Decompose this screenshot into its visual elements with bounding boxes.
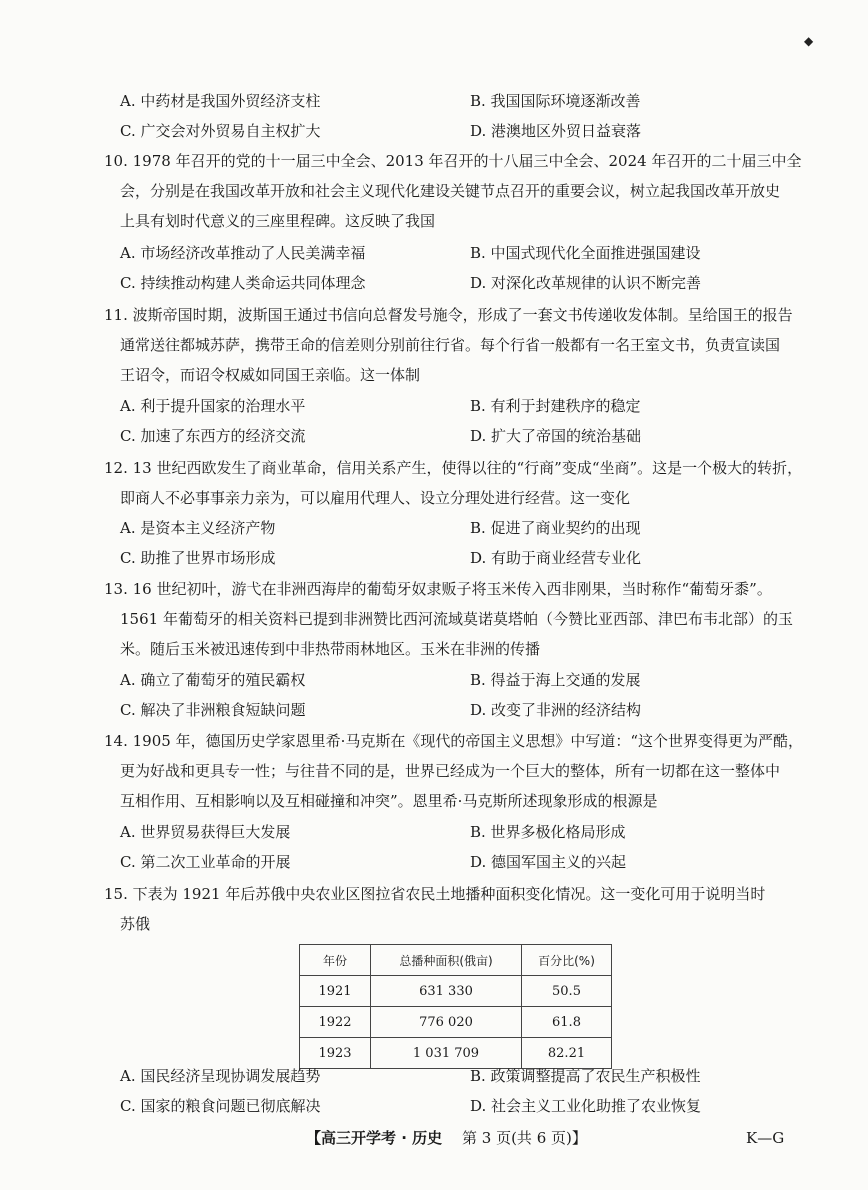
q15-option-a: A. 国民经济呈现协调发展趋势	[120, 1067, 321, 1085]
q13-stem-line-1: 13. 16 世纪初叶，游弋在非洲西海岸的葡萄牙奴隶贩子将玉米传入西非刚果，当时称作“葡萄牙黍”。	[104, 580, 772, 598]
q15-stem-line-1: 15. 下表为 1921 年后苏俄中央农业区图拉省农民土地播种面积变化情况。这一变化可用于说明当时	[104, 885, 766, 903]
q13-stem-line-3: 米。随后玉米被迅速传到中非热带雨林地区。玉米在非洲的传播	[120, 640, 541, 658]
table-row	[300, 1038, 612, 1069]
q14-stem-line-3: 互相作用、互相影响以及互相碰撞和冲突”。恩里希·马克斯所述现象形成的根源是	[120, 792, 658, 810]
q9-option-a: A. 中药材是我国外贸经济支柱	[120, 92, 321, 110]
q10-option-a: A. 市场经济改革推动了人民美满幸福	[120, 244, 366, 262]
table-header-percent: 百分比(%)	[522, 945, 612, 976]
q11-option-a: A. 利于提升国家的治理水平	[120, 397, 306, 415]
table-cell: 1922	[300, 1007, 371, 1038]
table-cell: 1921	[300, 976, 371, 1007]
table-cell: 61.8	[522, 1007, 612, 1038]
table-cell: 1 031 709	[371, 1038, 522, 1069]
q11-option-d: D. 扩大了帝国的统治基础	[470, 427, 642, 445]
q9-option-c: C. 广交会对外贸易自主权扩大	[120, 122, 321, 140]
q13-option-a: A. 确立了葡萄牙的殖民霸权	[120, 671, 306, 689]
q13-stem-line-2: 1561 年葡萄牙的相关资料已提到非洲赞比西河流域莫诺莫塔帕（今赞比亚西部、津巴布韦北部）的玉	[120, 610, 793, 628]
q11-option-c: C. 加速了东西方的经济交流	[120, 427, 306, 445]
q11-stem-line-2: 通常送往都城苏萨，携带王命的信差则分别前往行省。每个行省一般都有一名王室文书，负责宣读国	[120, 336, 781, 354]
q12-option-b: B. 促进了商业契约的出现	[470, 519, 641, 537]
q10-option-d: D. 对深化改革规律的认识不断完善	[470, 274, 702, 292]
q14-option-c: C. 第二次工业革命的开展	[120, 853, 291, 871]
footer-code: K—G	[746, 1129, 785, 1147]
footer-exam-label: 【高三开学考 · 历史	[306, 1129, 443, 1147]
table-row	[300, 976, 612, 1007]
q9-option-b: B. 我国国际环境逐渐改善	[470, 92, 641, 110]
table-row	[300, 1007, 612, 1038]
q14-stem-line-2: 更为好战和更具专一性；与往昔不同的是，世界已经成为一个巨大的整体，所有一切都在这一整体中	[120, 762, 781, 780]
q12-option-c: C. 助推了世界市场形成	[120, 549, 276, 567]
q15-data-table	[299, 944, 612, 1069]
footer-page-number: 第 3 页(共 6 页)】	[462, 1129, 587, 1147]
q15-option-b: B. 政策调整提高了农民生产积极性	[470, 1067, 701, 1085]
q10-stem-line-2: 会，分别是在我国改革开放和社会主义现代化建设关键节点召开的重要会议，树立起我国改革开放史	[120, 182, 781, 200]
q14-option-a: A. 世界贸易获得巨大发展	[120, 823, 291, 841]
table-cell: 82.21	[522, 1038, 612, 1069]
q14-stem-line-1: 14. 1905 年，德国历史学家恩里希·马克斯在《现代的帝国主义思想》中写道：“这个世界变得更为严酷，	[104, 732, 804, 750]
table-header-row	[300, 945, 612, 976]
table-cell: 631 330	[371, 976, 522, 1007]
q14-option-b: B. 世界多极化格局形成	[470, 823, 626, 841]
q12-stem-line-2: 即商人不必事事亲力亲为，可以雇用代理人、设立分理处进行经营。这一变化	[120, 489, 631, 507]
q12-option-a: A. 是资本主义经济产物	[120, 519, 276, 537]
q11-stem-line-3: 王诏令，而诏令权威如同国王亲临。这一体制	[120, 366, 421, 384]
table-header-year: 年份	[300, 945, 371, 976]
q12-stem-line-1: 12. 13 世纪西欧发生了商业革命，信用关系产生，使得以往的“行商”变成“坐商”。这是一个极大的转折，	[104, 459, 803, 477]
table-header-area: 总播种面积(俄亩)	[371, 945, 522, 976]
table-cell: 1923	[300, 1038, 371, 1069]
q11-option-b: B. 有利于封建秩序的稳定	[470, 397, 641, 415]
q10-stem-line-3: 上具有划时代意义的三座里程碑。这反映了我国	[120, 212, 436, 230]
q15-stem-line-2: 苏俄	[120, 915, 151, 933]
q15-option-d: D. 社会主义工业化助推了农业恢复	[470, 1097, 702, 1115]
q12-option-d: D. 有助于商业经营专业化	[470, 549, 642, 567]
q10-stem-line-1: 10. 1978 年召开的党的十一届三中全会、2013 年召开的十八届三中全会、2024 年召开的二十届三中全	[104, 152, 802, 170]
q13-option-d: D. 改变了非洲的经济结构	[470, 701, 642, 719]
q13-option-b: B. 得益于海上交通的发展	[470, 671, 641, 689]
q10-option-c: C. 持续推动构建人类命运共同体理念	[120, 274, 366, 292]
q15-option-c: C. 国家的粮食问题已彻底解决	[120, 1097, 321, 1115]
q10-option-b: B. 中国式现代化全面推进强国建设	[470, 244, 701, 262]
q9-option-d: D. 港澳地区外贸日益衰落	[470, 122, 642, 140]
q14-option-d: D. 德国军国主义的兴起	[470, 853, 627, 871]
q13-option-c: C. 解决了非洲粮食短缺问题	[120, 701, 306, 719]
table-cell: 50.5	[522, 976, 612, 1007]
q11-stem-line-1: 11. 波斯帝国时期，波斯国王通过书信向总督发号施令，形成了一套文书传递收发体制。呈给国王的报告	[104, 306, 793, 324]
table-cell: 776 020	[371, 1007, 522, 1038]
corner-mark: ◆	[804, 34, 814, 48]
